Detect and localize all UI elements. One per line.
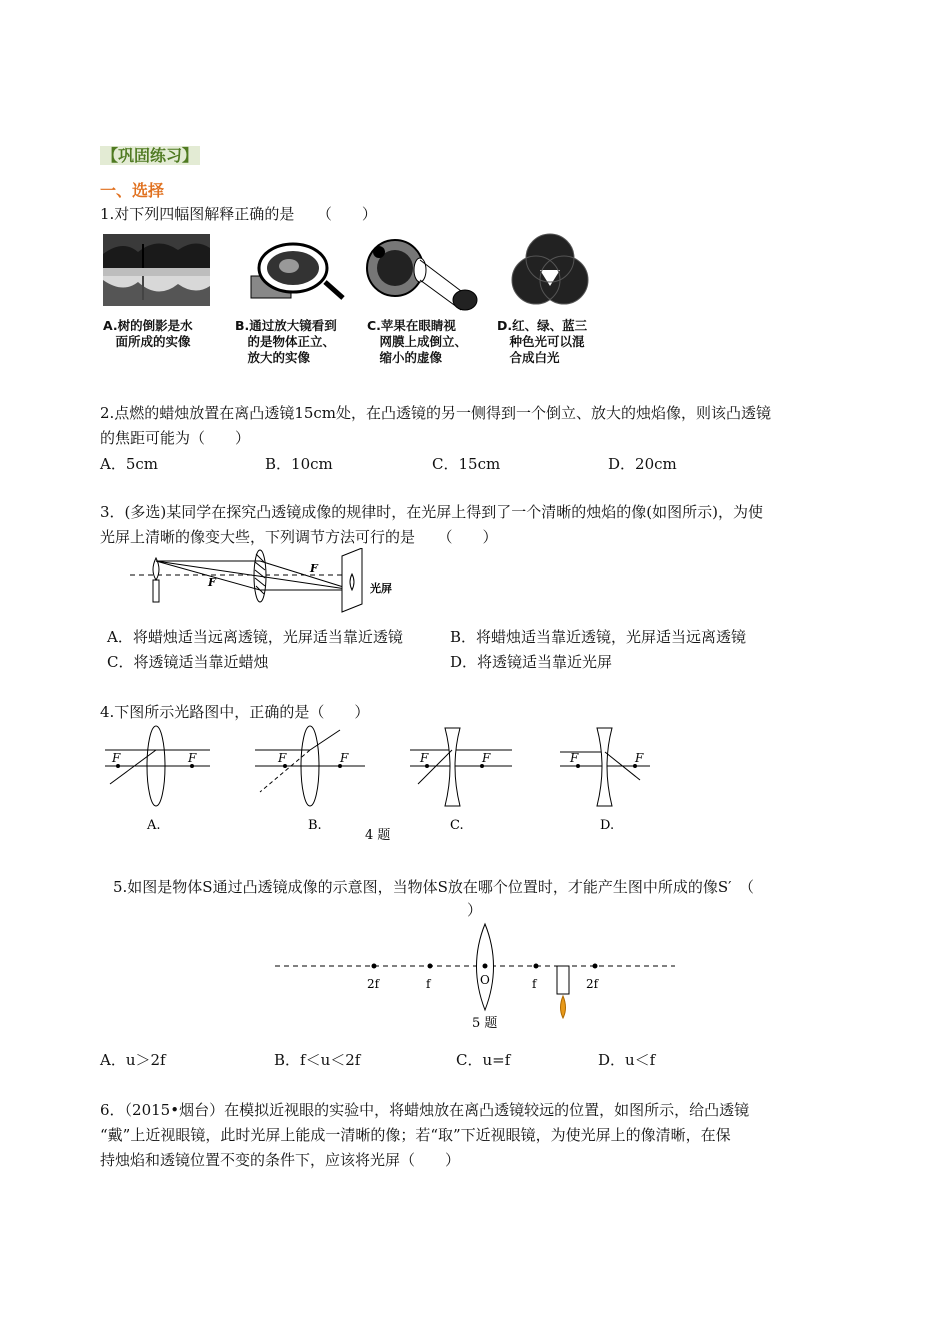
q3-option-c[interactable]: C．将透镜适当靠近蜡烛 <box>107 653 269 671</box>
q4-stem: 4.下图所示光路图中，正确的是（ ） <box>100 703 370 721</box>
q6-line1: 6．（2015•烟台）在模拟近视眼的实验中，将蜡烛放在离凸透镜较远的位置，如图所示，给凸透镜 <box>100 1101 750 1119</box>
q4-d-focus-right: F <box>635 751 644 765</box>
subsection-title: 一、选择 <box>100 181 165 200</box>
q1-stem: 1.对下列四幅图解释正确的是 （ ） <box>100 205 377 223</box>
q1-caption-c: C.苹果在眼睛视 网膜上成倒立、 缩小的虚像 <box>367 318 468 365</box>
q4-b-focus-right: F <box>340 751 349 765</box>
q4-figure-ray-diagrams <box>100 722 660 842</box>
q4-letter-a: A. <box>147 818 161 833</box>
q2-option-a[interactable]: A．5cm <box>100 455 159 473</box>
q2-option-b[interactable]: B．10cm <box>265 455 333 473</box>
q5-label-2f-right: 2f <box>586 977 599 991</box>
q4-b-focus-left: F <box>278 751 287 765</box>
q4-c-focus-left: F <box>420 751 429 765</box>
q3-option-d[interactable]: D．将透镜适当靠近光屏 <box>450 653 613 671</box>
q4-letter-d: D. <box>600 818 615 833</box>
q5-figure-axis <box>270 918 680 1030</box>
q3-option-a[interactable]: A．将蜡烛适当远离透镜，光屏适当靠近透镜 <box>107 628 403 646</box>
q4-letter-b: B. <box>308 818 322 833</box>
q4-letter-c: C. <box>450 818 464 833</box>
q5-stem-line2: ） <box>467 901 483 919</box>
q1-image-b-magnifier <box>245 238 345 302</box>
q1-image-a-tree-reflection <box>103 234 210 306</box>
q5-option-c[interactable]: C．u=f <box>456 1051 511 1069</box>
q5-stem-line1: 5.如图是物体S通过凸透镜成像的示意图，当物体S放在哪个位置时，才能产生图中所成的像S′ （ <box>113 878 755 896</box>
q4-figure-caption: 4 题 <box>365 828 391 842</box>
q4-a-focus-right: F <box>188 751 197 765</box>
q5-option-a[interactable]: A．u＞2f <box>100 1051 166 1069</box>
q5-option-b[interactable]: B．f＜u＜2f <box>274 1051 361 1069</box>
section-title: 【巩固练习】 <box>102 146 199 165</box>
q1-caption-a: A.树的倒影是水 面所成的实像 <box>103 318 193 349</box>
q5-label-o: O <box>480 973 490 987</box>
q2-stem-line1: 2.点燃的蜡烛放置在离凸透镜15cm处，在凸透镜的另一侧得到一个倒立、放大的烛焰像，则该凸透镜 <box>100 404 772 422</box>
q3-stem-line1: 3．(多选)某同学在探究凸透镜成像的规律时，在光屏上得到了一个清晰的烛焰的像(如图所示)，为使 <box>100 503 763 521</box>
q3-option-b[interactable]: B．将蜡烛适当靠近透镜，光屏适当远离透镜 <box>450 628 747 646</box>
q4-a-focus-left: F <box>112 751 121 765</box>
q2-option-d[interactable]: D．20cm <box>608 455 677 473</box>
q6-line2: “戴”上近视眼镜，此时光屏上能成一清晰的像；若“取”下近视眼镜，为使光屏上的像清晰，在保 <box>100 1126 731 1144</box>
q5-figure-caption: 5 题 <box>472 1016 498 1030</box>
q2-option-c[interactable]: C．15cm <box>432 455 501 473</box>
q3-focus-label-1: F <box>208 576 216 589</box>
q3-stem-line2: 光屏上清晰的像变大些，下列调节方法可行的是 （ ） <box>100 528 498 546</box>
q3-focus-label-2: F <box>310 562 318 575</box>
q3-screen-label: 光屏 <box>370 582 392 595</box>
q2-stem-line2: 的焦距可能为（ ） <box>100 429 251 447</box>
q1-caption-b: B.通过放大镜看到 的是物体正立、 放大的实像 <box>235 318 337 365</box>
q5-label-2f-left: 2f <box>367 977 380 991</box>
q4-d-focus-left: F <box>570 751 579 765</box>
q3-figure-lens-setup <box>130 548 410 614</box>
q4-c-focus-right: F <box>482 751 491 765</box>
q1-image-c-eye-apple <box>365 232 480 312</box>
q5-label-f-left: f <box>426 977 431 991</box>
q5-label-f-right: f <box>532 977 537 991</box>
q6-line3: 持烛焰和透镜位置不变的条件下，应该将光屏（ ） <box>100 1151 461 1169</box>
q5-option-d[interactable]: D．u＜f <box>598 1051 656 1069</box>
q1-caption-d: D.红、绿、蓝三 种色光可以混 合成白光 <box>497 318 588 365</box>
q1-image-d-color-mixing <box>510 230 590 308</box>
